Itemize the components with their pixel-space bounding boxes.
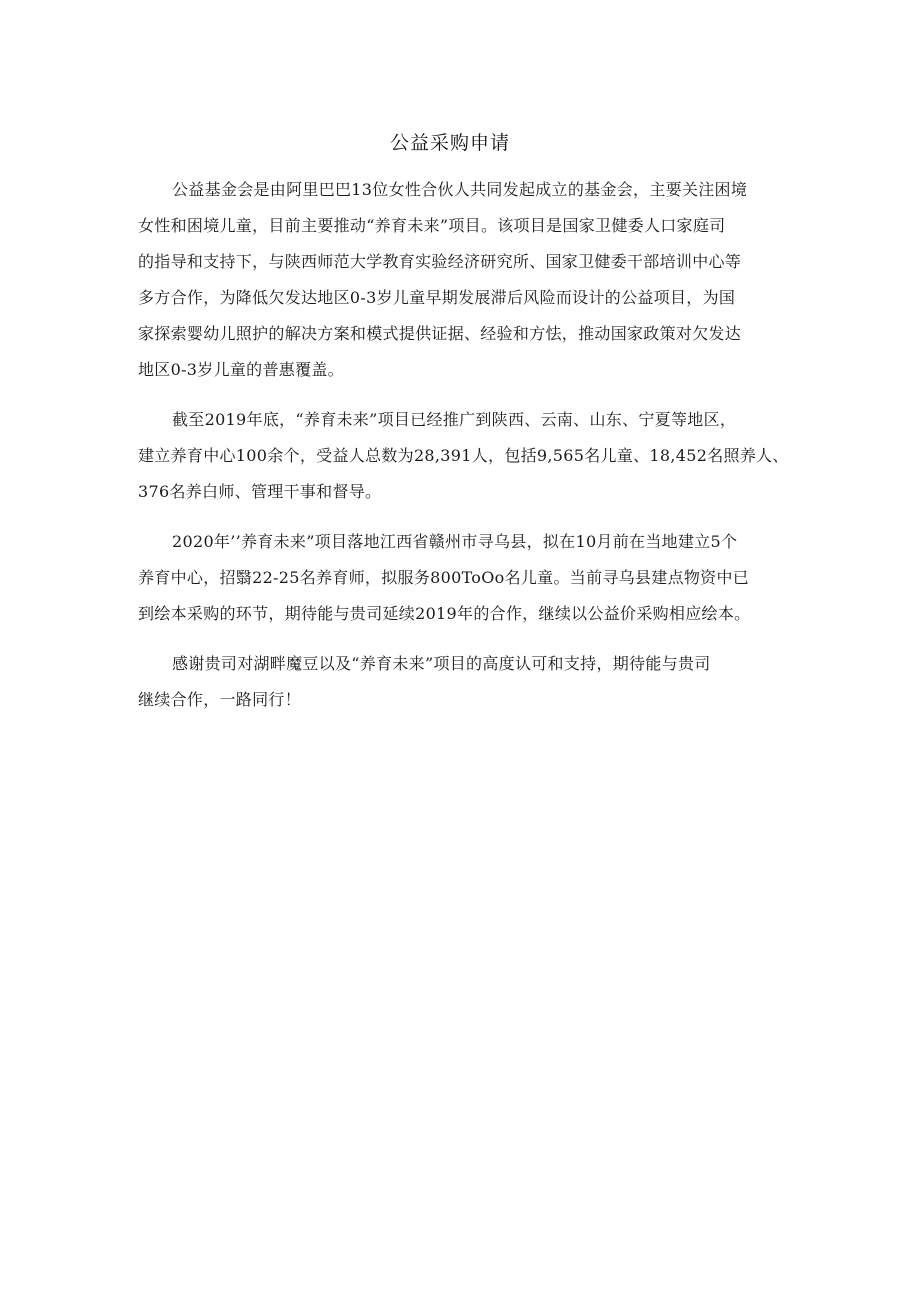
paragraph-foundation-intro <box>138 172 770 388</box>
text-line: 多方合作，为降低欠发达地区0-3岁儿童早期发展滞后风险而设计的公益项目，为国 <box>138 288 736 307</box>
text-line: 376名养白师、管理干事和督导。 <box>138 482 382 501</box>
document-body <box>138 172 789 732</box>
text-line: 感谢贵司对湖畔魔豆以及“养育未来”项目的高度认可和支持，期待能与贵司 <box>172 654 711 673</box>
text-line: 到绘本采购的环节，期待能与贵司延续2019年的合作，继续以公益价采购相应绘本。 <box>138 604 751 623</box>
paragraph-progress-2019 <box>138 402 789 510</box>
text-line: 公益基金会是由阿里巴巴13位女性合伙人共同发起成立的基金会，主要关注困境 <box>172 180 748 199</box>
text-line: 2020年’’养育未来”项目落地江西省赣州市寻乌县，拟在10月前在当地建立5个 <box>172 532 738 551</box>
paragraph-thanks <box>138 646 770 718</box>
text-line: 养育中心，招翳22-25名养育师，拟服务800ToOo名儿童。当前寻乌县建点物资中已 <box>138 568 750 587</box>
text-line: 建立养育中心100余个，受益人总数为28,391人，包括9,565名儿童、18,452名照养人、 <box>138 446 789 465</box>
text-line: 家探索婴幼儿照护的解决方案和模式提供证据、经验和方怯，推动国家政策对欠发达 <box>138 324 742 343</box>
text-line: 女性和困境儿童，目前主要推动“养育未来”项目。该项目是国家卫健委人口家庭司 <box>138 216 726 235</box>
text-line: 继续合作，一路同行！ <box>138 690 302 709</box>
text-line: 截至2019年底，“养育未来”项目已经推广到陕西、云南、山东、宁夏等地区， <box>172 410 737 429</box>
paragraph-plan-2020 <box>138 524 770 632</box>
document-title: 公益采购申请 <box>389 132 510 154</box>
text-line: 的指导和支持下，与陕西师范大学教育实验经济研究所、国家卫健委干部培训中心等 <box>138 252 742 271</box>
text-line: 地区0-3岁儿童的普惠覆盖。 <box>138 360 344 379</box>
